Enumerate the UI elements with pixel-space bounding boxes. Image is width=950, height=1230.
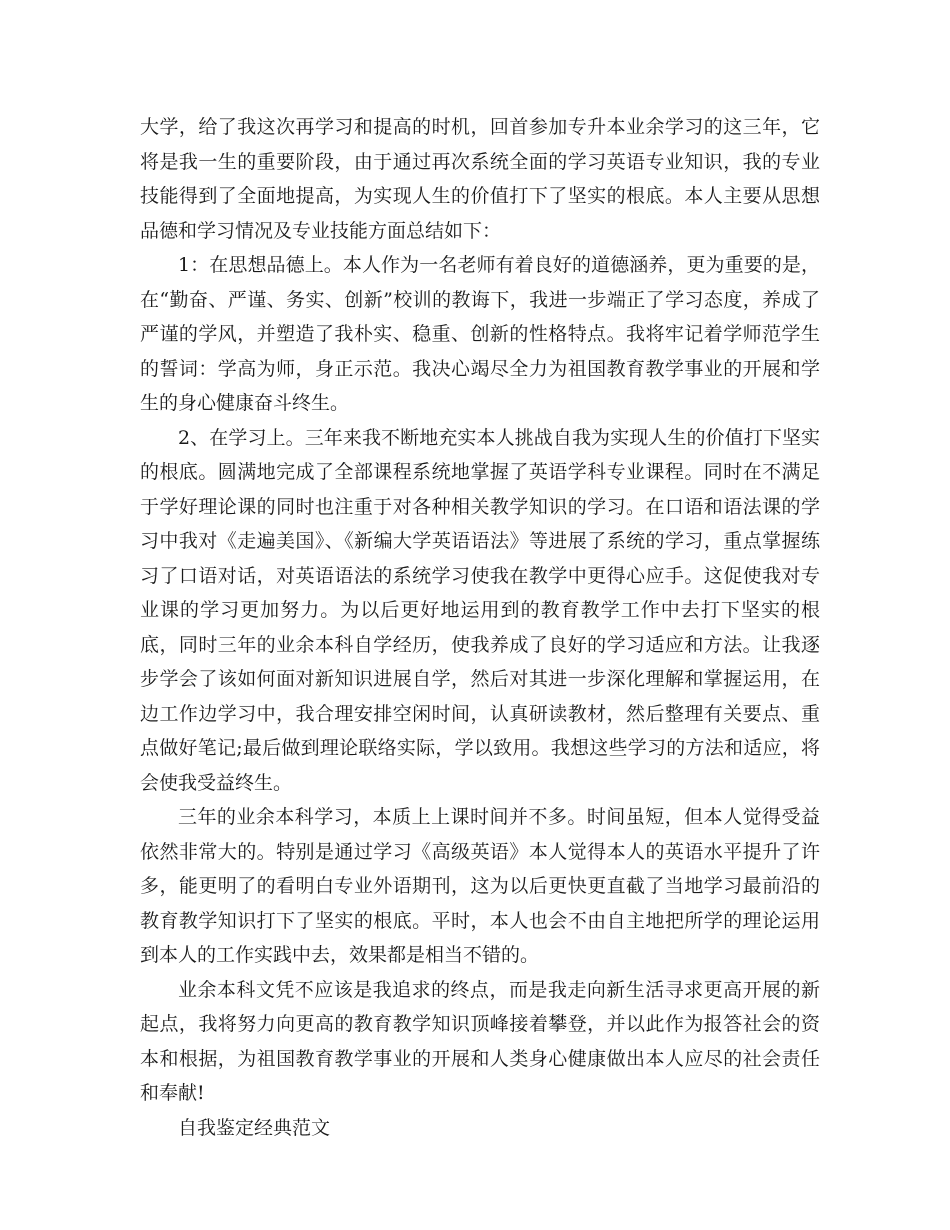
paragraph-intro: 大学，给了我这次再学习和提高的时机，回首参加专升本业余学习的这三年，它将是我一生的重要阶段，由于通过再次系统全面的学习英语专业知识，我的专业技能得到了全面地提高，为实现人生的价值打下了坚实的根底。本人主要从思想品德和学习情况及专业技能方面总结如下：	[140, 116, 820, 242]
paragraph-moral-character: 1：在思想品德上。本人作为一名老师有着良好的道德涵养，更为重要的是，在“勤奋、严谨、务实、创新”校训的教诲下，我进一步端正了学习态度，养成了严谨的学风，并塑造了我朴实、稳重、创新的性格特点。我将牢记着学师范学生的誓词：学高为师，身正示范。我决心竭尽全力为祖国教育教学事业的开展和学生的身心健康奋斗终生。	[140, 254, 820, 414]
paragraph-part-time-study: 三年的业余本科学习，本质上上课时间并不多。时间虽短，但本人觉得受益依然非常大的。特别是通过学习《高级英语》本人觉得本人的英语水平提升了许多，能更明了的看明白专业外语期刊，这为以后更快更直截了当地学习最前沿的教育教学知识打下了坚实的根底。平时，本人也会不由自主地把所学的理论运用到本人的工作实践中去，效果都是相当不错的。	[140, 806, 820, 966]
paragraph-study: 2、在学习上。三年来我不断地充实本人挑战自我为实现人生的价值打下坚实的根底。圆满地完成了全部课程系统地掌握了英语学科专业课程。同时在不满足于学好理论课的同时也注重于对各种相关教学知识的学习。在口语和语法课的学习中我对《走遍美国》、《新编大学英语语法》等进展了系统的学习，重点掌握练习了口语对话，对英语语法的系统学习使我在教学中更得心应手。这促使我对专业课的学习更加努力。为以后更好地运用到的教育教学工作中去打下坚实的根底，同时三年的业余本科自学经历，使我养成了良好的学习适应和方法。让我逐步学会了该如何面对新知识进展自学，然后对其进一步深化理解和掌握运用，在边工作边学习中，我合理安排空闲时间，认真研读教材，然后整理有关要点、重点做好笔记;最后做到理论联络实际，学以致用。我想这些学习的方法和适应，将会使我受益终生。	[140, 426, 820, 794]
closing-heading: 自我鉴定经典范文	[178, 1116, 331, 1139]
document-body	[140, 110, 820, 1145]
paragraph-conclusion: 业余本科文凭不应该是我追求的终点，而是我走向新生活寻求更高开展的新起点，我将努力向更高的教育教学知识顶峰接着攀登，并以此作为报答社会的资本和根据，为祖国教育教学事业的开展和人类身心健康做出本人应尽的社会责任和奉献!	[140, 978, 820, 1104]
